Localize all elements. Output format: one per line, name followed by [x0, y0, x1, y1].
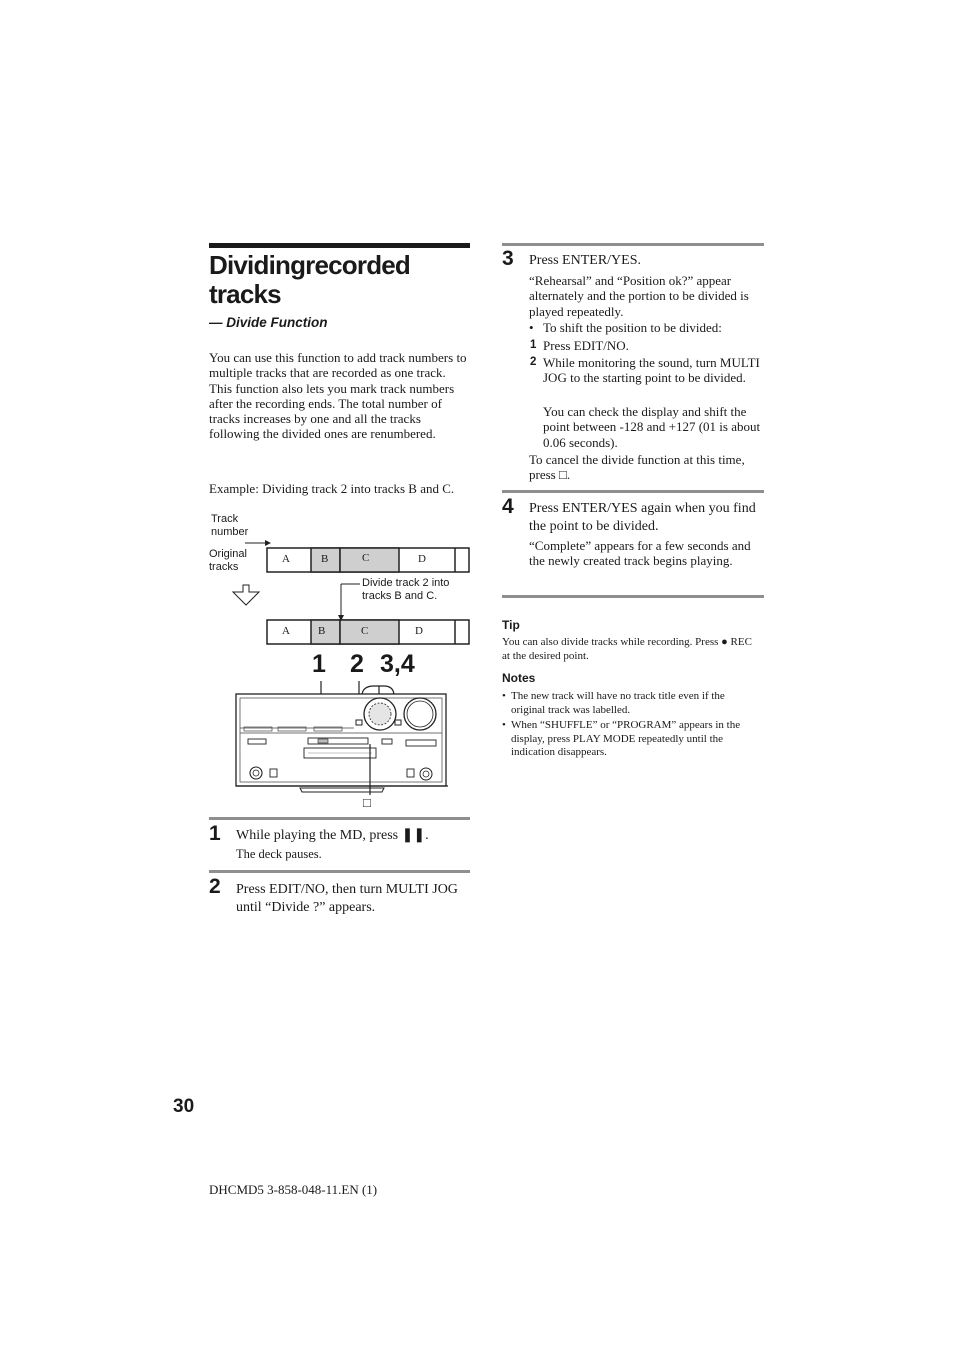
- row2-cell-a: A: [282, 625, 290, 637]
- step3-rule: [502, 243, 764, 246]
- callout-1: 1: [312, 650, 326, 678]
- step3-sub1: Press EDIT/NO.: [543, 338, 629, 353]
- original-tracks-label: Original tracks: [209, 548, 247, 573]
- step2-rule: [209, 870, 470, 873]
- row2-cell-c: C: [361, 625, 369, 637]
- title-line-2: tracks: [209, 279, 281, 309]
- track-number-label: Track number: [211, 513, 249, 538]
- row2-cell-b: B: [318, 625, 326, 637]
- step2-number: 2: [209, 875, 221, 898]
- step3-bullet: To shift the position to be divided:: [543, 320, 722, 335]
- deck-illustration: [234, 678, 450, 798]
- step1-sub: The deck pauses.: [236, 847, 322, 861]
- divide-callout: Divide track 2 into tracks B and C.: [362, 577, 450, 602]
- row2-cell-d: D: [415, 625, 423, 637]
- note-1-bullet: •: [502, 690, 506, 702]
- step4-number: 4: [502, 495, 514, 518]
- row1-cell-b: B: [321, 553, 329, 565]
- step3-cancel: To cancel the divide function at this time, press □.: [529, 452, 745, 483]
- doc-code: DHCMD5 3-858-048-11.EN (1): [209, 1182, 378, 1197]
- note-1: The new track will have no track title even if the original track was labelled.: [511, 690, 725, 716]
- step4-end-rule: [502, 595, 764, 598]
- step4-rule: [502, 490, 764, 493]
- callout-2: 2: [350, 650, 364, 678]
- example-caption: Example: Dividing track 2 into tracks B and C.: [209, 481, 455, 496]
- subtitle: — Divide Function: [209, 315, 328, 330]
- step4-text: Press ENTER/YES again when you find the point to be divided.: [529, 501, 756, 534]
- title-rule: [209, 243, 470, 248]
- step3-sub1-number: 1: [530, 339, 537, 351]
- tip-heading: Tip: [502, 618, 520, 632]
- step3-bullet-dot: •: [529, 320, 534, 335]
- title-line-1: Dividingrecorded: [209, 250, 411, 280]
- page-number: 30: [173, 1096, 195, 1117]
- step3-paragraph: “Rehearsal” and “Position ok?” appear alternately and the portion to be divided is played repeatedly.: [529, 273, 749, 319]
- intro-paragraph: You can use this function to add track numbers to multiple tracks that are recorded as one track. This function also lets you mark track numbers after the recording ends. The total number of tracks increases by one and all the tracks following the divided ones are renumbered.: [209, 350, 467, 442]
- row1-cell-c: C: [362, 552, 370, 564]
- row1-cell-d: D: [418, 553, 426, 565]
- note-2: When “SHUFFLE” or “PROGRAM” appears in the display, press PLAY MODE repeatedly until the indication disappears.: [511, 719, 741, 759]
- callout-3-4: 3,4: [380, 650, 415, 678]
- step1-rule: [209, 817, 470, 820]
- tip-text: You can also divide tracks while recording. Press ● REC at the desired point.: [502, 636, 752, 662]
- step2-text: Press EDIT/NO, then turn MULTI JOG until “Divide ?” appears.: [236, 882, 458, 915]
- step1-number: 1: [209, 822, 221, 845]
- note-2-bullet: •: [502, 719, 506, 731]
- step4-paragraph: “Complete” appears for a few seconds and the newly created track begins playing.: [529, 538, 751, 569]
- page-title: [209, 251, 410, 309]
- stop-button-callout: □: [363, 795, 371, 810]
- step3-number: 3: [502, 247, 514, 270]
- step3-sub2-extra: You can check the display and shift the point between -128 and +127 (01 is about 0.06 seconds).: [543, 404, 761, 450]
- notes-heading: Notes: [502, 671, 536, 685]
- row1-cell-a: A: [282, 553, 290, 565]
- step3-sub2-number: 2: [530, 356, 537, 368]
- step1-text: While playing the MD, press ❚❚.: [236, 828, 429, 843]
- step3-sub2: While monitoring the sound, turn MULTI JOG to the starting point to be divided.: [543, 355, 760, 386]
- step3-text: Press ENTER/YES.: [529, 253, 641, 268]
